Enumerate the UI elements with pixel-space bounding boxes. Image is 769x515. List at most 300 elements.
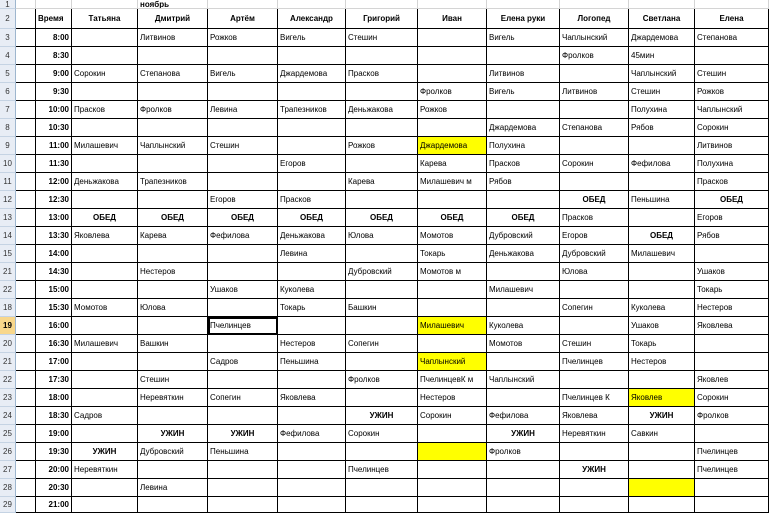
time-cell[interactable]: 11:30	[36, 155, 72, 173]
appointment-cell[interactable]: Левина	[278, 245, 346, 263]
row-header[interactable]: 3	[0, 29, 16, 47]
appointment-cell[interactable]	[208, 479, 278, 497]
break-cell[interactable]: ОБЕД	[560, 191, 629, 209]
appointment-cell[interactable]: Яковлев	[695, 371, 769, 389]
appointment-cell[interactable]: Левина	[138, 479, 208, 497]
appointment-cell[interactable]	[208, 299, 278, 317]
appointment-cell[interactable]: Литвинов	[487, 65, 560, 83]
appointment-cell[interactable]: Деньжакова	[72, 173, 138, 191]
appointment-cell[interactable]	[695, 425, 769, 443]
appointment-cell[interactable]	[278, 443, 346, 461]
appointment-cell[interactable]: Нестеров	[278, 335, 346, 353]
time-cell[interactable]: 20:30	[36, 479, 72, 497]
column-header-4[interactable]: Александр	[278, 9, 346, 29]
row-header[interactable]: 9	[0, 137, 16, 155]
appointment-cell[interactable]: Башкин	[346, 299, 418, 317]
row-header[interactable]: 6	[0, 83, 16, 101]
time-cell[interactable]: 10:30	[36, 119, 72, 137]
appointment-cell[interactable]	[72, 479, 138, 497]
appointment-cell[interactable]: Момотов	[418, 227, 487, 245]
appointment-cell[interactable]	[629, 461, 695, 479]
blank-cell[interactable]	[16, 425, 36, 443]
blank-cell[interactable]	[16, 263, 36, 281]
appointment-cell[interactable]	[346, 389, 418, 407]
appointment-cell[interactable]: Фефилова	[208, 227, 278, 245]
appointment-cell[interactable]: Рожков	[208, 29, 278, 47]
row-header[interactable]: 15	[0, 245, 16, 263]
appointment-cell[interactable]: Джардемова	[278, 65, 346, 83]
appointment-cell[interactable]	[346, 245, 418, 263]
appointment-cell[interactable]	[487, 389, 560, 407]
appointment-cell[interactable]: Прасков	[560, 209, 629, 227]
row-header[interactable]: 5	[0, 65, 16, 83]
appointment-cell[interactable]	[278, 47, 346, 65]
appointment-cell[interactable]: Милашевич	[72, 137, 138, 155]
appointment-cell[interactable]: Степанова	[695, 29, 769, 47]
appointment-cell[interactable]	[138, 407, 208, 425]
appointment-cell[interactable]	[418, 65, 487, 83]
appointment-cell[interactable]	[72, 155, 138, 173]
appointment-cell[interactable]: Вигель	[278, 29, 346, 47]
blank-cell[interactable]	[560, 0, 629, 9]
appointment-cell[interactable]: Юлова	[560, 263, 629, 281]
blank-cell[interactable]	[16, 317, 36, 335]
blank-cell[interactable]	[16, 299, 36, 317]
appointment-cell[interactable]	[695, 245, 769, 263]
appointment-cell[interactable]	[138, 497, 208, 513]
row-header[interactable]: 21	[0, 353, 16, 371]
time-cell[interactable]: 16:00	[36, 317, 72, 335]
appointment-cell[interactable]: Прасков	[346, 65, 418, 83]
appointment-cell[interactable]	[487, 47, 560, 65]
appointment-cell[interactable]: Чаплынский	[487, 371, 560, 389]
blank-cell[interactable]	[16, 353, 36, 371]
appointment-cell[interactable]	[418, 497, 487, 513]
time-cell[interactable]: 19:30	[36, 443, 72, 461]
time-cell[interactable]: 14:30	[36, 263, 72, 281]
appointment-cell[interactable]: Фефилова	[629, 155, 695, 173]
row-header[interactable]: 7	[0, 101, 16, 119]
time-cell[interactable]: 9:30	[36, 83, 72, 101]
row-header[interactable]: 27	[0, 461, 16, 479]
row-header[interactable]: 24	[0, 407, 16, 425]
appointment-cell[interactable]: Сопегин	[560, 299, 629, 317]
row-header[interactable]: 20	[0, 335, 16, 353]
appointment-cell[interactable]: Яковлева	[695, 317, 769, 335]
appointment-cell[interactable]: Фролков	[695, 407, 769, 425]
appointment-cell[interactable]	[138, 155, 208, 173]
appointment-cell[interactable]: Пчелинцев	[695, 443, 769, 461]
appointment-cell[interactable]	[487, 191, 560, 209]
blank-cell[interactable]	[487, 0, 560, 9]
column-header-7[interactable]: Елена руки	[487, 9, 560, 29]
appointment-cell[interactable]: Трапезников	[138, 173, 208, 191]
appointment-cell[interactable]: Нестеров	[629, 353, 695, 371]
column-header-8[interactable]: Логопед	[560, 9, 629, 29]
appointment-cell[interactable]: Куколева	[278, 281, 346, 299]
appointment-cell[interactable]	[346, 83, 418, 101]
appointment-cell[interactable]: Токарь	[629, 335, 695, 353]
appointment-cell[interactable]	[629, 497, 695, 513]
appointment-cell[interactable]: Стешин	[208, 137, 278, 155]
time-cell[interactable]: 9:00	[36, 65, 72, 83]
appointment-cell[interactable]: Милашевич	[418, 317, 487, 335]
column-header-5[interactable]: Григорий	[346, 9, 418, 29]
appointment-cell[interactable]: Егоров	[560, 227, 629, 245]
time-cell[interactable]	[36, 0, 72, 9]
appointment-cell[interactable]	[138, 191, 208, 209]
appointment-cell[interactable]: Рябов	[487, 173, 560, 191]
blank-cell[interactable]	[16, 443, 36, 461]
appointment-cell[interactable]: Рябов	[629, 119, 695, 137]
appointment-cell[interactable]: Рожков	[346, 137, 418, 155]
appointment-cell[interactable]: Вашкин	[138, 335, 208, 353]
appointment-cell[interactable]	[418, 47, 487, 65]
appointment-cell[interactable]: Токарь	[695, 281, 769, 299]
appointment-cell[interactable]: Токарь	[278, 299, 346, 317]
appointment-cell[interactable]: Рожков	[695, 83, 769, 101]
appointment-cell[interactable]: Фролков	[487, 443, 560, 461]
appointment-cell[interactable]	[418, 299, 487, 317]
appointment-cell[interactable]	[72, 281, 138, 299]
appointment-cell[interactable]: Дубровский	[487, 227, 560, 245]
appointment-cell[interactable]	[138, 83, 208, 101]
row-header[interactable]: 28	[0, 479, 16, 497]
appointment-cell[interactable]	[487, 497, 560, 513]
appointment-cell[interactable]	[208, 407, 278, 425]
row-header[interactable]: 23	[0, 389, 16, 407]
appointment-cell[interactable]	[560, 65, 629, 83]
appointment-cell[interactable]: Степанова	[560, 119, 629, 137]
break-cell[interactable]: ОБЕД	[487, 209, 560, 227]
appointment-cell[interactable]: Чаплынский	[418, 353, 487, 371]
time-cell[interactable]: 11:00	[36, 137, 72, 155]
appointment-cell[interactable]	[560, 479, 629, 497]
break-cell[interactable]: УЖИН	[560, 461, 629, 479]
blank-cell[interactable]	[16, 83, 36, 101]
appointment-cell[interactable]: Пчелинцев	[695, 461, 769, 479]
appointment-cell[interactable]: Вигель	[487, 83, 560, 101]
appointment-cell[interactable]: Куколева	[487, 317, 560, 335]
appointment-cell[interactable]: Неревяткин	[560, 425, 629, 443]
appointment-cell[interactable]	[629, 479, 695, 497]
appointment-cell[interactable]	[346, 353, 418, 371]
time-cell[interactable]: 15:30	[36, 299, 72, 317]
appointment-cell[interactable]: Фролков	[138, 101, 208, 119]
appointment-cell[interactable]	[695, 47, 769, 65]
appointment-cell[interactable]	[208, 155, 278, 173]
appointment-cell[interactable]: Карева	[418, 155, 487, 173]
blank-cell[interactable]	[346, 0, 418, 9]
appointment-cell[interactable]	[695, 353, 769, 371]
appointment-cell[interactable]: Стешин	[138, 371, 208, 389]
break-cell[interactable]: УЖИН	[138, 425, 208, 443]
appointment-cell[interactable]: Трапезников	[278, 101, 346, 119]
appointment-cell[interactable]: Садров	[208, 353, 278, 371]
appointment-cell[interactable]	[138, 353, 208, 371]
appointment-cell[interactable]	[418, 119, 487, 137]
appointment-cell[interactable]: Юлова	[138, 299, 208, 317]
appointment-cell[interactable]	[560, 371, 629, 389]
appointment-cell[interactable]: Вигель	[487, 29, 560, 47]
break-cell[interactable]: УЖИН	[629, 407, 695, 425]
blank-cell[interactable]	[16, 461, 36, 479]
time-cell[interactable]: 13:30	[36, 227, 72, 245]
appointment-cell[interactable]: Прасков	[72, 101, 138, 119]
time-cell[interactable]: 19:00	[36, 425, 72, 443]
row-header[interactable]: 1	[0, 0, 16, 9]
appointment-cell[interactable]: Сорокин	[695, 389, 769, 407]
appointment-cell[interactable]	[560, 443, 629, 461]
appointment-cell[interactable]	[487, 461, 560, 479]
appointment-cell[interactable]: 45мин	[629, 47, 695, 65]
appointment-cell[interactable]: Фролков	[346, 371, 418, 389]
appointment-cell[interactable]	[487, 299, 560, 317]
appointment-cell[interactable]	[208, 335, 278, 353]
appointment-cell[interactable]: Неревяткин	[138, 389, 208, 407]
appointment-cell[interactable]	[695, 335, 769, 353]
appointment-cell[interactable]	[560, 281, 629, 299]
appointment-cell[interactable]: Литвинов	[560, 83, 629, 101]
appointment-cell[interactable]: Прасков	[487, 155, 560, 173]
appointment-cell[interactable]: Сорокин	[695, 119, 769, 137]
appointment-cell[interactable]: Юлова	[346, 227, 418, 245]
time-cell[interactable]: 8:00	[36, 29, 72, 47]
appointment-cell[interactable]: Чаплынский	[629, 65, 695, 83]
time-cell[interactable]: 18:00	[36, 389, 72, 407]
appointment-cell[interactable]: Пчелинцев	[346, 461, 418, 479]
appointment-cell[interactable]	[346, 155, 418, 173]
appointment-cell[interactable]	[208, 173, 278, 191]
appointment-cell[interactable]: Куколева	[629, 299, 695, 317]
appointment-cell[interactable]: Сопегин	[208, 389, 278, 407]
appointment-cell[interactable]	[138, 245, 208, 263]
appointment-cell[interactable]: Литвинов	[695, 137, 769, 155]
appointment-cell[interactable]: Пеньшина	[278, 353, 346, 371]
appointment-cell[interactable]	[208, 119, 278, 137]
appointment-cell[interactable]: Пеньшина	[629, 191, 695, 209]
blank-cell[interactable]	[16, 227, 36, 245]
blank-cell[interactable]	[16, 119, 36, 137]
appointment-cell[interactable]: Нестеров	[418, 389, 487, 407]
column-header-1[interactable]: Татьяна	[72, 9, 138, 29]
column-header-6[interactable]: Иван	[418, 9, 487, 29]
appointment-cell[interactable]	[208, 245, 278, 263]
appointment-cell[interactable]: Степанова	[138, 65, 208, 83]
appointment-cell[interactable]	[346, 281, 418, 299]
appointment-cell[interactable]	[346, 479, 418, 497]
appointment-cell[interactable]	[629, 263, 695, 281]
break-cell[interactable]: ОБЕД	[138, 209, 208, 227]
appointment-cell[interactable]	[72, 389, 138, 407]
row-header[interactable]: 25	[0, 425, 16, 443]
appointment-cell[interactable]: Чаплынский	[138, 137, 208, 155]
time-cell[interactable]: 10:00	[36, 101, 72, 119]
appointment-cell[interactable]	[278, 137, 346, 155]
appointment-cell[interactable]: Рожков	[418, 101, 487, 119]
appointment-cell[interactable]	[72, 317, 138, 335]
appointment-cell[interactable]: ПчелинцевК м	[418, 371, 487, 389]
appointment-cell[interactable]: Нестеров	[138, 263, 208, 281]
blank-cell[interactable]	[629, 0, 695, 9]
time-column-header[interactable]: Время	[36, 9, 72, 29]
appointment-cell[interactable]	[278, 497, 346, 513]
appointment-cell[interactable]	[72, 29, 138, 47]
time-cell[interactable]: 12:00	[36, 173, 72, 191]
row-header[interactable]: 19	[0, 317, 16, 335]
appointment-cell[interactable]: Сорокин	[346, 425, 418, 443]
appointment-cell[interactable]: Полухина	[629, 101, 695, 119]
appointment-cell[interactable]	[418, 335, 487, 353]
blank-cell[interactable]	[16, 245, 36, 263]
break-cell[interactable]: ОБЕД	[278, 209, 346, 227]
appointment-cell[interactable]	[418, 461, 487, 479]
appointment-cell[interactable]: Пчелинцев	[560, 353, 629, 371]
appointment-cell[interactable]	[208, 497, 278, 513]
row-header[interactable]: 4	[0, 47, 16, 65]
blank-cell[interactable]	[16, 137, 36, 155]
appointment-cell[interactable]	[418, 479, 487, 497]
row-header[interactable]: 12	[0, 191, 16, 209]
blank-cell[interactable]	[16, 0, 36, 9]
appointment-cell[interactable]: Вигель	[208, 65, 278, 83]
appointment-cell[interactable]: Деньжакова	[487, 245, 560, 263]
appointment-cell[interactable]: Егоров	[208, 191, 278, 209]
appointment-cell[interactable]	[72, 191, 138, 209]
appointment-cell[interactable]: Полухина	[695, 155, 769, 173]
blank-cell[interactable]	[16, 155, 36, 173]
appointment-cell[interactable]	[72, 371, 138, 389]
appointment-cell[interactable]: Прасков	[695, 173, 769, 191]
time-cell[interactable]: 12:30	[36, 191, 72, 209]
appointment-cell[interactable]	[278, 371, 346, 389]
blank-cell[interactable]	[16, 335, 36, 353]
month-label[interactable]: ноябрь	[138, 0, 208, 9]
appointment-cell[interactable]: Яковлева	[560, 407, 629, 425]
appointment-cell[interactable]: Рябов	[695, 227, 769, 245]
blank-cell[interactable]	[208, 0, 278, 9]
break-cell[interactable]: ОБЕД	[346, 209, 418, 227]
appointment-cell[interactable]: Фефилова	[487, 407, 560, 425]
appointment-cell[interactable]	[278, 83, 346, 101]
time-cell[interactable]: 17:30	[36, 371, 72, 389]
appointment-cell[interactable]: Пчелинцев	[208, 317, 278, 335]
appointment-cell[interactable]: Яковлев	[629, 389, 695, 407]
appointment-cell[interactable]	[278, 407, 346, 425]
appointment-cell[interactable]: Стешин	[629, 83, 695, 101]
appointment-cell[interactable]: Дубровский	[346, 263, 418, 281]
time-cell[interactable]: 18:30	[36, 407, 72, 425]
appointment-cell[interactable]	[278, 263, 346, 281]
appointment-cell[interactable]: Токарь	[418, 245, 487, 263]
appointment-cell[interactable]: Милашевич	[72, 335, 138, 353]
appointment-cell[interactable]: Карева	[138, 227, 208, 245]
appointment-cell[interactable]	[695, 479, 769, 497]
appointment-cell[interactable]	[629, 209, 695, 227]
row-header[interactable]: 21	[0, 263, 16, 281]
appointment-cell[interactable]	[72, 353, 138, 371]
appointment-cell[interactable]: Егоров	[695, 209, 769, 227]
blank-cell[interactable]	[16, 29, 36, 47]
appointment-cell[interactable]	[487, 479, 560, 497]
row-header[interactable]: 8	[0, 119, 16, 137]
appointment-cell[interactable]: Момотов м	[418, 263, 487, 281]
appointment-cell[interactable]	[629, 137, 695, 155]
column-header-10[interactable]: Елена	[695, 9, 769, 29]
appointment-cell[interactable]	[278, 479, 346, 497]
appointment-cell[interactable]	[629, 371, 695, 389]
appointment-cell[interactable]: Ушаков	[629, 317, 695, 335]
appointment-cell[interactable]	[72, 119, 138, 137]
appointment-cell[interactable]	[346, 443, 418, 461]
appointment-cell[interactable]	[629, 281, 695, 299]
appointment-cell[interactable]	[278, 173, 346, 191]
appointment-cell[interactable]	[278, 119, 346, 137]
appointment-cell[interactable]: Садров	[72, 407, 138, 425]
appointment-cell[interactable]	[487, 101, 560, 119]
blank-cell[interactable]	[16, 281, 36, 299]
time-cell[interactable]: 21:00	[36, 497, 72, 513]
blank-cell[interactable]	[16, 173, 36, 191]
appointment-cell[interactable]	[418, 281, 487, 299]
time-cell[interactable]: 14:00	[36, 245, 72, 263]
appointment-cell[interactable]	[72, 497, 138, 513]
appointment-cell[interactable]: Савкин	[629, 425, 695, 443]
break-cell[interactable]: ОБЕД	[208, 209, 278, 227]
time-cell[interactable]: 13:00	[36, 209, 72, 227]
appointment-cell[interactable]: Стешин	[695, 65, 769, 83]
appointment-cell[interactable]	[138, 281, 208, 299]
appointment-cell[interactable]	[72, 47, 138, 65]
column-header-3[interactable]: Артём	[208, 9, 278, 29]
appointment-cell[interactable]: Полухина	[487, 137, 560, 155]
blank-cell[interactable]	[16, 209, 36, 227]
appointment-cell[interactable]	[208, 83, 278, 101]
appointment-cell[interactable]	[72, 83, 138, 101]
row-header[interactable]: 14	[0, 227, 16, 245]
appointment-cell[interactable]: Чаплынский	[695, 101, 769, 119]
break-cell[interactable]: ОБЕД	[72, 209, 138, 227]
row-header[interactable]: 18	[0, 299, 16, 317]
break-cell[interactable]: УЖИН	[208, 425, 278, 443]
appointment-cell[interactable]: Прасков	[278, 191, 346, 209]
blank-cell[interactable]	[16, 47, 36, 65]
column-header-9[interactable]: Светлана	[629, 9, 695, 29]
appointment-cell[interactable]	[208, 461, 278, 479]
appointment-cell[interactable]: Джардемова	[418, 137, 487, 155]
appointment-cell[interactable]: Момотов	[72, 299, 138, 317]
break-cell[interactable]: ОБЕД	[629, 227, 695, 245]
appointment-cell[interactable]	[629, 443, 695, 461]
appointment-cell[interactable]: Яковлева	[72, 227, 138, 245]
appointment-cell[interactable]	[278, 317, 346, 335]
appointment-cell[interactable]: Джардемова	[629, 29, 695, 47]
appointment-cell[interactable]: Пеньшина	[208, 443, 278, 461]
blank-cell[interactable]	[16, 191, 36, 209]
appointment-cell[interactable]: Стешин	[560, 335, 629, 353]
row-header[interactable]: 13	[0, 209, 16, 227]
row-header[interactable]: 22	[0, 371, 16, 389]
appointment-cell[interactable]	[560, 137, 629, 155]
appointment-cell[interactable]	[695, 497, 769, 513]
appointment-cell[interactable]	[72, 425, 138, 443]
appointment-cell[interactable]	[72, 245, 138, 263]
appointment-cell[interactable]: Сорокин	[418, 407, 487, 425]
blank-cell[interactable]	[16, 479, 36, 497]
blank-cell[interactable]	[72, 0, 138, 9]
appointment-cell[interactable]: Чаплынский	[560, 29, 629, 47]
appointment-cell[interactable]	[418, 443, 487, 461]
